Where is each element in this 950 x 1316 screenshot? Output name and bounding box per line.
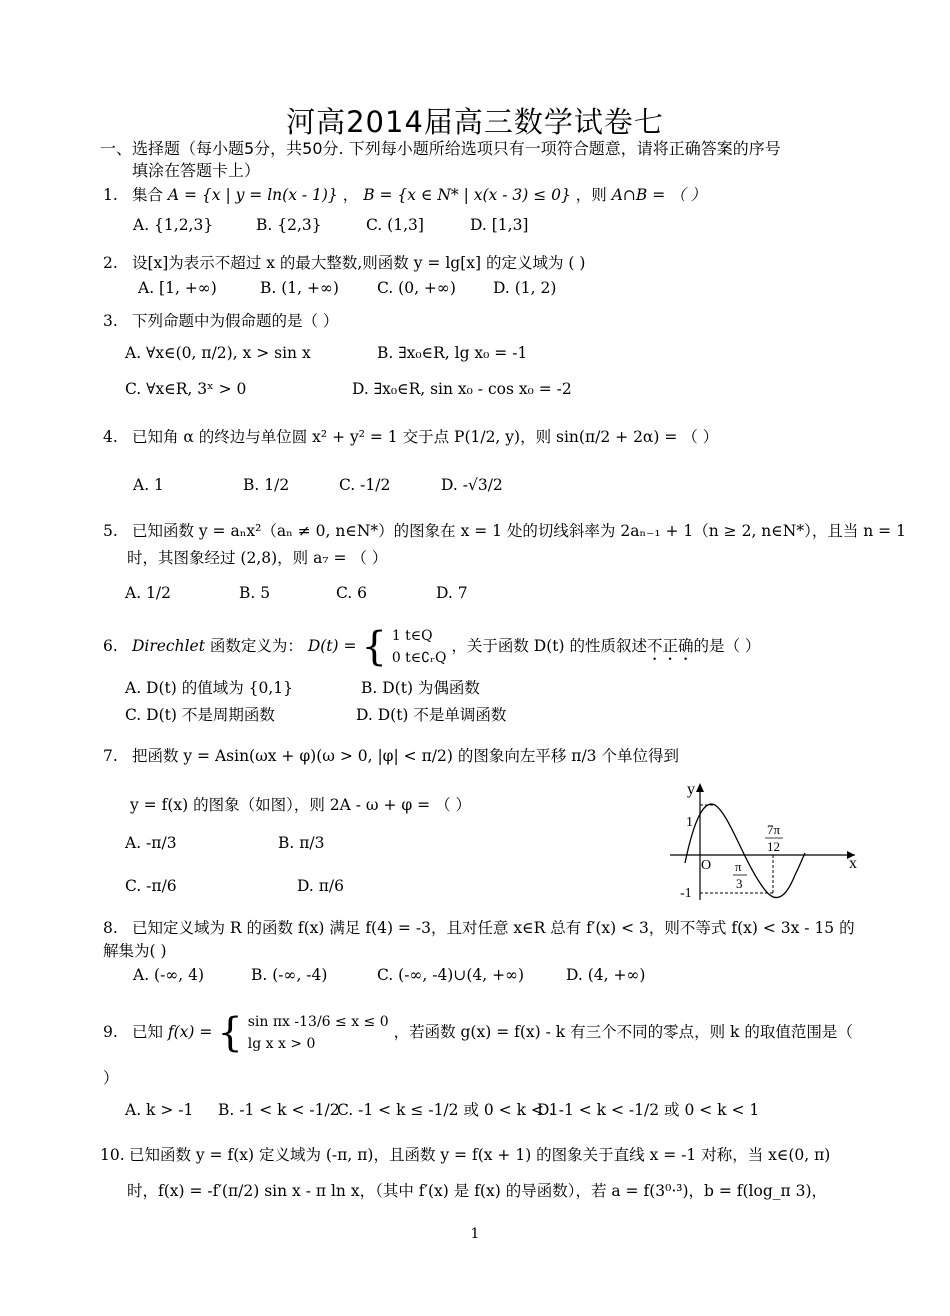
option-a[interactable]: A. D(t) 的值域为 {0,1} [125,679,294,697]
option-d[interactable]: D. ∃x₀∈R, sin x₀ - cos x₀ = -2 [352,380,572,398]
x-tick-a-num: π [735,859,742,874]
option-c[interactable]: C. ∀x∈R, 3ˣ > 0 [125,380,247,398]
option-b[interactable]: B. -1 < k < -1/2 [218,1101,340,1119]
question-text: ，则 [575,186,607,204]
option-c[interactable]: C. D(t) 不是周期函数 [125,706,275,724]
sine-graph [665,775,865,905]
option-d[interactable]: D. [1,3] [470,216,529,234]
y-bottom-label: -1 [680,886,692,901]
set-a: A = {x | y = ln(x - 1)} [167,186,338,204]
option-d[interactable]: D. (4, +∞) [566,966,646,984]
option-b[interactable]: B. (-∞, -4) [251,966,328,984]
sine-curve [685,804,805,897]
question-6 [103,625,760,669]
x-tick-b-den: 12 [767,839,780,854]
case-2: lg x x > 0 [247,1036,316,1052]
option-a[interactable]: A. -π/3 [125,834,177,852]
emphasis-text: 不正确 [646,637,694,655]
question-text: 已知 [131,1023,163,1041]
question-number: 8. [103,919,118,937]
expression: A∩B = （ ） [611,186,707,204]
question-text: 的是（ ） [693,637,761,655]
option-c[interactable]: C. -1/2 [339,476,391,494]
question-text: 把函数 y = Asin(ωx + φ)(ω > 0, |φ| < π/2) 的图象向左平移 π/3 个单位得到 [131,747,679,765]
section-heading-line1: 一、选择题（每小题5分，共50分. 下列每小题所给选项只有一项符合题意，请将正确答案的序号 [100,139,781,158]
function-label: f(x) = [167,1023,213,1041]
option-c[interactable]: C. (0, +∞) [377,279,456,297]
question-1 [103,184,706,206]
set-b: B = {x ∈ N* | x(x - 3) ≤ 0} [363,186,571,204]
question-7-cont: y = f(x) 的图象（如图），则 2A - ω + φ = （ ） [130,796,472,814]
question-8-cont: 解集为( ) [103,942,167,960]
x-tick-b-num: 7π [767,822,781,837]
option-a[interactable]: A. k > -1 [125,1101,194,1119]
question-9 [103,1010,853,1055]
option-a[interactable]: A. ∀x∈(0, π/2), x > sin x [125,344,311,362]
function-name: Direchlet [131,637,205,655]
option-a[interactable]: A. (-∞, 4) [133,966,205,984]
page-number: 1 [470,1226,480,1242]
y-top-label: 1 [686,815,693,830]
case-2: 0 t∈∁ᵣQ [391,650,447,666]
option-c[interactable]: C. (-∞, -4)∪(4, +∞) [377,966,525,984]
y-label: y [687,781,695,798]
question-number: 7. [103,747,118,765]
punct: ， [342,186,359,204]
question-text: 已知角 α 的终边与单位圆 x² + y² = 1 交于点 P(1/2, y)，则 sin(π/2 + 2α) = （ ） [131,428,719,446]
option-b[interactable]: B. D(t) 为偶函数 [361,679,480,697]
question-10 [100,1144,830,1166]
x-label: x [849,855,857,872]
question-4 [103,426,718,448]
question-8 [103,917,855,939]
option-d[interactable]: D. (1, 2) [493,279,557,297]
question-7 [103,745,679,767]
option-d[interactable]: D. -1 < k < -1/2 或 0 < k < 1 [537,1101,760,1119]
option-d[interactable]: D. 7 [436,584,468,602]
question-5-cont: 时，其图象经过 (2,8)，则 a₇ = （ ） [127,549,388,567]
option-b[interactable]: B. (1, +∞) [260,279,339,297]
option-c[interactable]: C. (1,3] [366,216,424,234]
question-text: 函数定义为： [209,637,303,655]
question-text: ，若函数 g(x) = f(x) - k 有三个不同的零点，则 k 的取值范围是（ [393,1023,853,1041]
option-b[interactable]: B. {2,3} [256,216,322,234]
option-d[interactable]: D. -√3/2 [441,476,503,494]
page-title: 河高2014届高三数学试卷七 [286,105,664,139]
section-heading [100,138,870,182]
question-text: 已知函数 y = aₙx²（aₙ ≠ 0, n∈N*）的图象在 x = 1 处的切线斜率为 2aₙ₋₁ + 1（n ≥ 2, n∈N*），且当 n = 1 [131,522,906,540]
question-number: 4. [103,428,118,446]
question-text: 已知函数 y = f(x) 定义域为 (-π, π)，且函数 y = f(x + 1) 的图象关于直线 x = -1 对称，当 x∈(0, π) [128,1146,831,1164]
option-d[interactable]: D. D(t) 不是单调函数 [356,706,507,724]
question-text: ，关于函数 D(t) 的性质叙述 [451,637,647,655]
left-brace: { [361,624,387,670]
question-text: 设[x]为表示不超过 x 的最大整数,则函数 y = lg[x] 的定义域为 ( ) [131,254,586,272]
question-number: 5. [103,522,118,540]
question-number: 3. [103,312,118,330]
piecewise-cases [248,1011,389,1055]
function-label: D(t) = [307,637,357,655]
question-2 [103,252,585,274]
question-number: 2. [103,254,118,272]
question-5 [103,520,906,542]
question-text: 下列命题中为假命题的是（ ） [131,312,339,330]
question-3 [103,310,338,332]
question-text: 集合 [131,186,163,204]
option-d[interactable]: D. π/6 [297,877,344,895]
option-b[interactable]: B. ∃x₀∈R, lg x₀ = -1 [377,344,528,362]
option-a[interactable]: A. [1, +∞) [138,279,217,297]
question-text: 已知定义域为 R 的函数 f(x) 满足 f(4) = -3，且对任意 x∈R 总有 f′(x) < 3，则不等式 f(x) < 3x - 15 的 [131,919,855,937]
question-number: 6. [103,637,118,655]
option-a[interactable]: A. 1 [133,476,164,494]
question-number: 9. [103,1023,118,1041]
option-c[interactable]: C. 6 [336,584,368,602]
option-a[interactable]: A. 1/2 [125,584,171,602]
x-tick-a-den: 3 [736,876,743,891]
question-number: 1. [103,186,118,204]
question-10-cont: 时，f(x) = -f′(π/2) sin x - π ln x，（其中 f′(x) 是 f(x) 的导函数），若 a = f(3⁰·³)，b = f(log_π 3)， [127,1182,828,1200]
option-b[interactable]: B. 1/2 [243,476,290,494]
option-b[interactable]: B. 5 [239,584,271,602]
option-b[interactable]: B. π/3 [278,834,325,852]
case-1: 1 t∈Q [391,628,433,644]
option-c[interactable]: C. -1 < k ≤ -1/2 或 0 < k < 1 [337,1101,559,1119]
section-heading-line2: 填涂在答题卡上） [132,161,261,180]
y-axis-arrow [696,783,704,792]
option-a[interactable]: A. {1,2,3} [133,216,214,234]
question-number: 10. [100,1146,125,1164]
origin-label: O [701,858,712,873]
case-1: sin πx -13/6 ≤ x ≤ 0 [247,1014,389,1030]
piecewise-cases [392,625,447,669]
left-brace: { [217,1010,243,1056]
question-9-cont: ） [103,1069,119,1087]
option-c[interactable]: C. -π/6 [125,877,177,895]
